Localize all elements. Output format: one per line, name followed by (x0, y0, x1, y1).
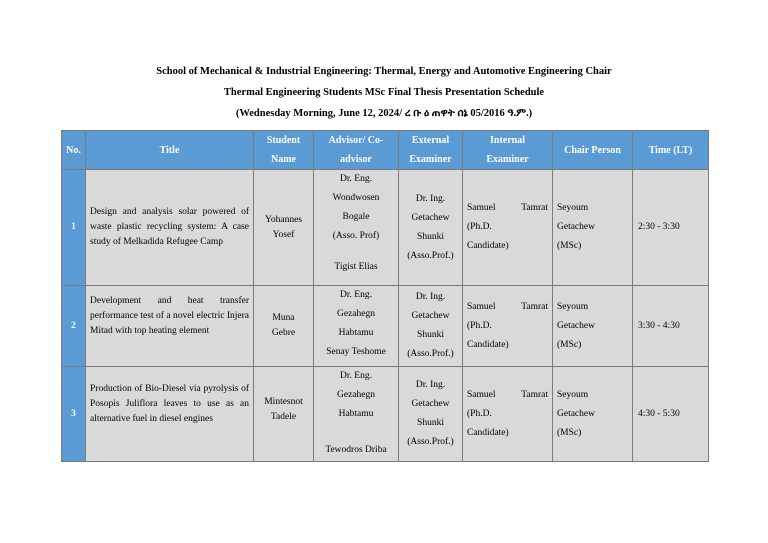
internal-examiner: Samuel Tamrat (Ph.D. Candidate) (463, 286, 553, 367)
header-schedule-title: Thermal Engineering Students MSc Final Thesis Presentation Schedule (223, 87, 545, 98)
row-number: 1 (62, 170, 86, 286)
external-examiner: Dr. Ing. Getachew Shunki (Asso.Prof.) (399, 367, 463, 462)
col-header-chair: Chair Person (553, 131, 633, 170)
chair-person: Seyoum Getachew (MSc) (553, 170, 633, 286)
col-header-time: Time (LT) (633, 131, 709, 170)
advisor: Dr. Eng. Gezahegn Habtamu Tewodros Driba (314, 367, 399, 462)
co-advisor: Tewodros Driba (325, 445, 387, 455)
internal-examiner: Samuel Tamrat (Ph.D. Candidate) (463, 367, 553, 462)
header-date: (Wednesday Morning, June 12, 2024/ ረ ቡ ዕ ጠዋት ሰኔ 05/2016 ዓ.ም.) (235, 108, 533, 119)
internal-examiner: Samuel Tamrat (Ph.D. Candidate) (463, 170, 553, 286)
student-name: Yohannes Yosef (254, 170, 314, 286)
student-name: Muna Gebre (254, 286, 314, 367)
co-advisor: Senay Teshome (326, 347, 386, 357)
col-header-title: Title (86, 131, 254, 170)
chair-person: Seyoum Getachew (MSc) (553, 286, 633, 367)
chair-person: Seyoum Getachew (MSc) (553, 367, 633, 462)
row-number: 3 (62, 367, 86, 462)
col-header-external: External Examiner (399, 131, 463, 170)
row-number: 2 (62, 286, 86, 367)
col-header-advisor: Advisor/ Co- advisor (314, 131, 399, 170)
thesis-title: Production of Bio-Diesel via pyrolysis of Posopis Juliflora leaves to use as an alternative fuel in diesel engines (86, 367, 254, 462)
table-row (62, 367, 709, 462)
table-row (62, 170, 709, 286)
table-header-row (62, 131, 709, 170)
schedule-table (61, 130, 709, 462)
time-slot: 2:30 - 3:30 (633, 170, 709, 286)
time-slot: 3:30 - 4:30 (633, 286, 709, 367)
thesis-title: Development and heat transfer performance test of a novel electric Injera Mitad with top heating element (86, 286, 254, 367)
header-school: School of Mechanical & Industrial Engineering: Thermal, Energy and Automotive Engineering Chair (156, 66, 612, 77)
external-examiner: Dr. Ing. Getachew Shunki (Asso.Prof.) (399, 286, 463, 367)
co-advisor: Tigist Elias (334, 262, 378, 272)
thesis-title: Design and analysis solar powered of waste plastic recycling system: A case study of Melkadida Refugee Camp (86, 170, 254, 286)
col-header-no: No. (62, 131, 86, 170)
advisor: Dr. Eng. Gezahegn Habtamu Senay Teshome (314, 286, 399, 367)
col-header-student: Student Name (254, 131, 314, 170)
table-row (62, 286, 709, 367)
external-examiner: Dr. Ing. Getachew Shunki (Asso.Prof.) (399, 170, 463, 286)
time-slot: 4:30 - 5:30 (633, 367, 709, 462)
advisor: Dr. Eng. Wondwosen Bogale (Asso. Prof) Tigist Elias (314, 170, 399, 286)
col-header-internal: Internal Examiner (463, 131, 553, 170)
student-name: Mintesnot Tadele (254, 367, 314, 462)
